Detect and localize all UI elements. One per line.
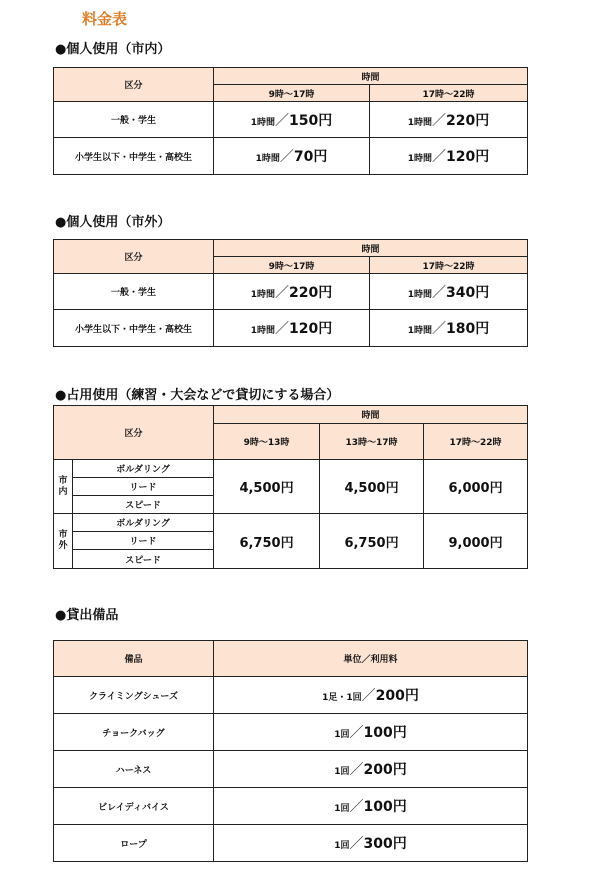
price-unit: 1時間 bbox=[255, 154, 280, 164]
climbing-type: スピード bbox=[73, 496, 214, 514]
table-row bbox=[54, 460, 528, 478]
price-cell bbox=[214, 788, 528, 825]
header-slot-2: 17時～22時 bbox=[370, 85, 528, 102]
price-table-exclusive bbox=[53, 405, 528, 569]
price-value: 220円 bbox=[446, 112, 490, 129]
group-label-outside bbox=[54, 514, 73, 569]
group-label-char: 外 bbox=[58, 541, 68, 551]
table-row bbox=[54, 788, 528, 825]
climbing-type: リード bbox=[73, 532, 214, 550]
price-unit: 1足・1回 bbox=[322, 693, 362, 703]
price-unit: 1回 bbox=[334, 767, 350, 777]
climbing-type: ボルダリング bbox=[73, 514, 214, 532]
price-cell bbox=[370, 310, 528, 347]
price-unit: 1時間 bbox=[407, 289, 433, 300]
slash: ／ bbox=[349, 725, 364, 741]
table-row bbox=[54, 825, 528, 862]
slash: ／ bbox=[275, 284, 290, 301]
header-category: 区分 bbox=[54, 68, 214, 102]
price-value: 340円 bbox=[446, 284, 490, 301]
price-cell bbox=[214, 677, 528, 714]
page-title: 料金表 bbox=[82, 10, 128, 28]
group-label-char: 市 bbox=[58, 530, 68, 540]
row-label: 一般・学生 bbox=[54, 274, 214, 310]
section-title-rental: ●貸出備品 bbox=[55, 608, 119, 623]
price-value: 120円 bbox=[289, 321, 333, 337]
table-row bbox=[54, 514, 528, 532]
climbing-type: スピード bbox=[73, 550, 214, 569]
price-value: 4,500円 bbox=[214, 460, 320, 514]
header-category: 区分 bbox=[54, 406, 214, 460]
price-cell bbox=[370, 138, 528, 175]
row-label: 小学生以下・中学生・高校生 bbox=[54, 138, 214, 175]
item-name: チョークバッグ bbox=[54, 714, 214, 751]
price-value: 4,500円 bbox=[320, 460, 424, 514]
header-time: 時間 bbox=[214, 240, 528, 257]
item-name: ビレイディバイス bbox=[54, 788, 214, 825]
price-value: 150円 bbox=[289, 112, 333, 129]
price-value: 120円 bbox=[446, 149, 490, 165]
row-label: 一般・学生 bbox=[54, 102, 214, 138]
header-slot-2: 17時～22時 bbox=[370, 257, 528, 274]
price-value: 6,000円 bbox=[424, 460, 528, 514]
table-row bbox=[54, 138, 528, 175]
section-title-individual-outside: ●個人使用（市外） bbox=[55, 215, 171, 230]
header-item: 備品 bbox=[54, 641, 214, 677]
slash: ／ bbox=[275, 112, 290, 129]
price-table-individual-outside bbox=[53, 239, 528, 347]
price-table-individual-city bbox=[53, 67, 528, 175]
price-unit: 1回 bbox=[334, 730, 350, 740]
price-unit: 1時間 bbox=[250, 117, 276, 128]
price-cell bbox=[214, 825, 528, 862]
table-row bbox=[54, 677, 528, 714]
price-unit: 1回 bbox=[334, 804, 350, 814]
item-name: ロープ bbox=[54, 825, 214, 862]
price-value: 6,750円 bbox=[214, 514, 320, 569]
slash: ／ bbox=[275, 321, 290, 337]
slash: ／ bbox=[432, 112, 447, 129]
price-cell bbox=[214, 102, 370, 138]
price-value: 70円 bbox=[293, 149, 328, 165]
section-title-individual-city: ●個人使用（市内） bbox=[55, 42, 171, 57]
climbing-type: リード bbox=[73, 478, 214, 496]
slash: ／ bbox=[349, 762, 364, 778]
header-fee: 単位／利用料 bbox=[214, 641, 528, 677]
header-slot-1: 9時～17時 bbox=[214, 85, 370, 102]
item-name: ハーネス bbox=[54, 751, 214, 788]
header-slot-3: 17時～22時 bbox=[424, 424, 528, 460]
price-cell bbox=[370, 274, 528, 310]
table-row bbox=[54, 102, 528, 138]
price-value: 100円 bbox=[363, 725, 407, 741]
price-cell bbox=[370, 102, 528, 138]
group-label-char: 内 bbox=[58, 486, 68, 497]
price-value: 100円 bbox=[363, 799, 407, 815]
price-cell bbox=[214, 310, 370, 347]
price-cell bbox=[214, 751, 528, 788]
price-table-rental bbox=[53, 640, 528, 862]
price-unit: 1時間 bbox=[407, 154, 433, 164]
price-value: 200円 bbox=[375, 688, 419, 704]
price-cell bbox=[214, 714, 528, 751]
table-row bbox=[54, 714, 528, 751]
price-cell bbox=[214, 274, 370, 310]
climbing-type: ボルダリング bbox=[73, 460, 214, 478]
slash: ／ bbox=[349, 836, 364, 852]
header-slot-1: 9時～17時 bbox=[214, 257, 370, 274]
header-slot-2: 13時～17時 bbox=[320, 424, 424, 460]
slash: ／ bbox=[361, 688, 376, 704]
header-slot-1: 9時～13時 bbox=[214, 424, 320, 460]
price-cell bbox=[214, 138, 370, 175]
price-value: 180円 bbox=[446, 321, 490, 337]
slash: ／ bbox=[349, 799, 364, 815]
header-time: 時間 bbox=[214, 406, 528, 424]
table-row bbox=[54, 751, 528, 788]
price-value: 6,750円 bbox=[320, 514, 424, 569]
slash: ／ bbox=[432, 284, 447, 301]
price-unit: 1時間 bbox=[250, 289, 276, 300]
header-category: 区分 bbox=[54, 240, 214, 274]
section-title-exclusive: ●占用使用（練習・大会などで貸切にする場合） bbox=[55, 388, 340, 403]
group-label-char: 市 bbox=[58, 475, 68, 486]
slash: ／ bbox=[432, 149, 447, 165]
price-value: 220円 bbox=[289, 284, 333, 301]
price-unit: 1回 bbox=[334, 841, 350, 851]
group-label-city bbox=[54, 460, 73, 514]
row-label: 小学生以下・中学生・高校生 bbox=[54, 310, 214, 347]
price-value: 300円 bbox=[363, 836, 407, 852]
price-value: 9,000円 bbox=[424, 514, 528, 569]
price-unit: 1時間 bbox=[407, 326, 433, 336]
item-name: クライミングシューズ bbox=[54, 677, 214, 714]
price-value: 200円 bbox=[363, 762, 407, 778]
price-unit: 1時間 bbox=[250, 326, 276, 336]
table-row bbox=[54, 310, 528, 347]
slash: ／ bbox=[279, 149, 294, 165]
price-unit: 1時間 bbox=[407, 117, 433, 128]
table-row bbox=[54, 274, 528, 310]
slash: ／ bbox=[432, 321, 447, 337]
header-time: 時間 bbox=[214, 68, 528, 85]
